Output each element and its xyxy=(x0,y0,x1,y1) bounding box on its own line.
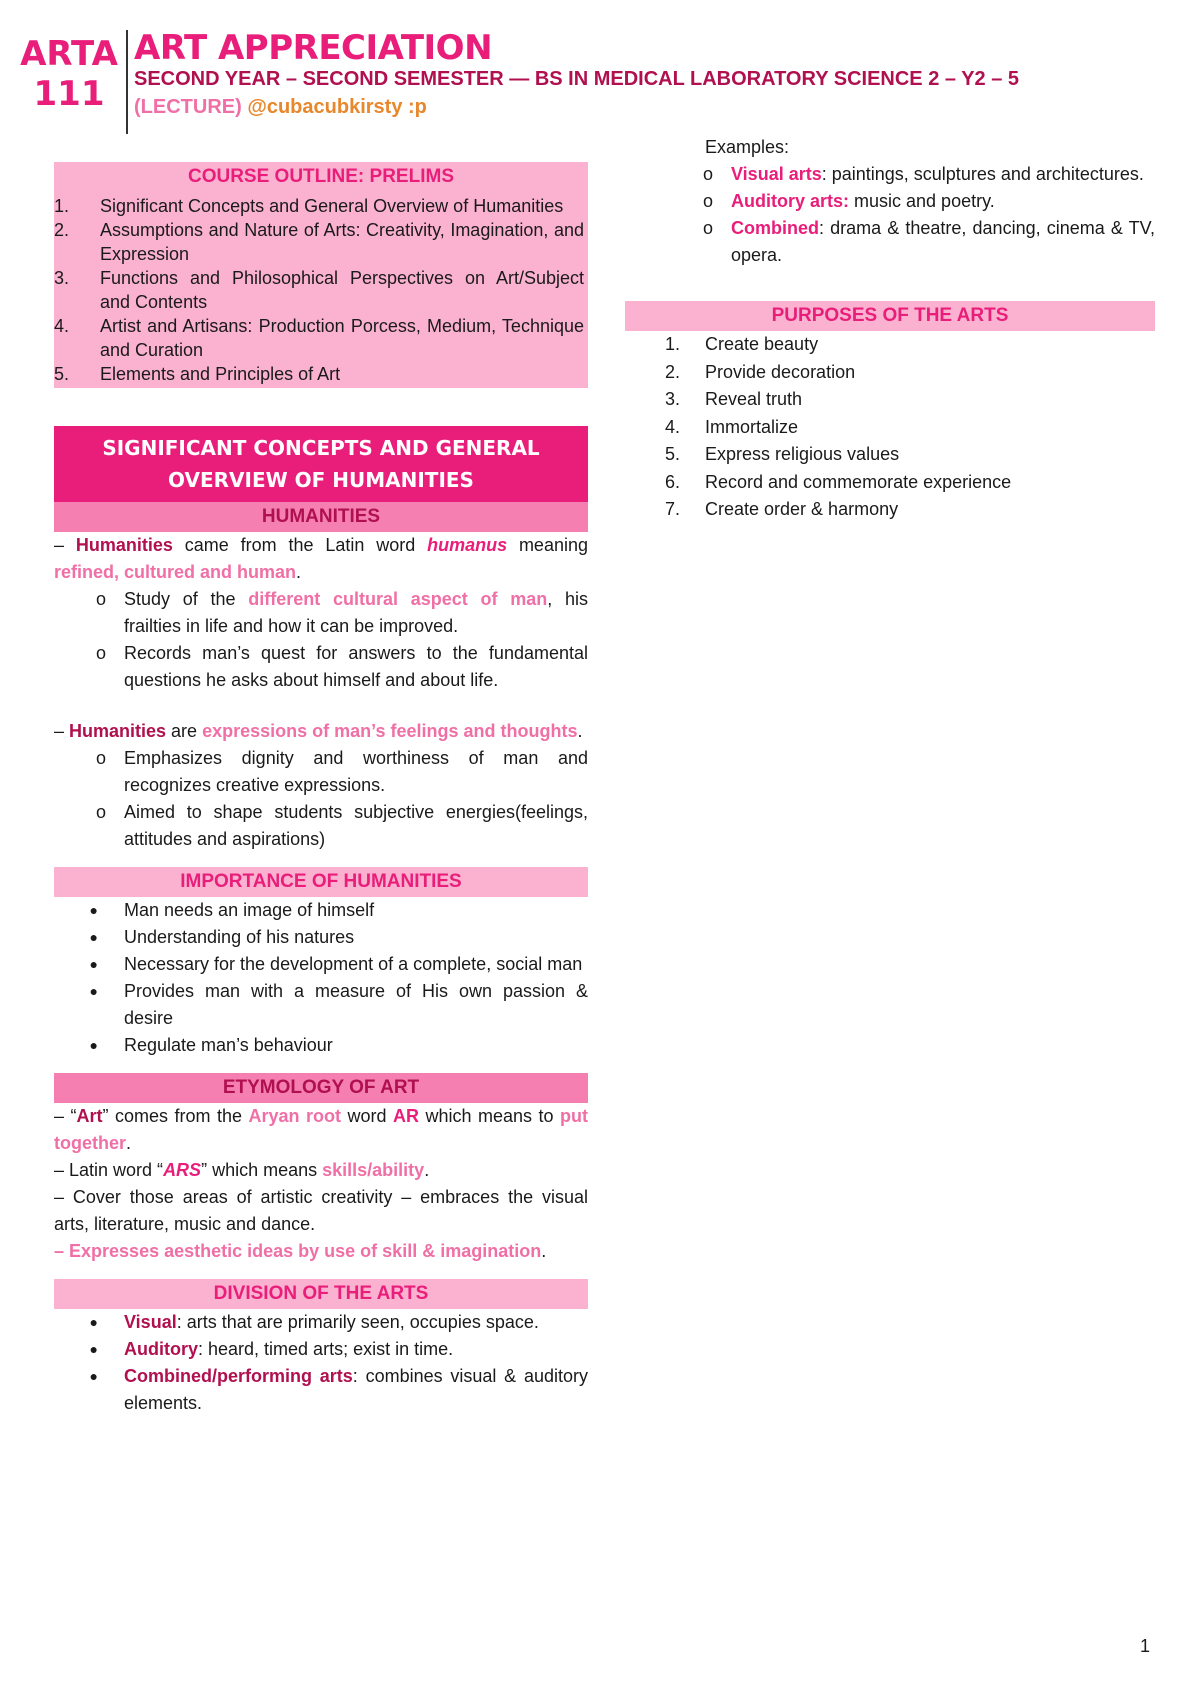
section-heading xyxy=(54,426,588,502)
list-item: ● Understanding of his natures xyxy=(89,927,355,947)
humanities-def-2: – Humanities are expressions of man’s feelings and thoughts. xyxy=(54,721,583,741)
purposes-list xyxy=(625,331,1155,524)
page-subtitle: SECOND YEAR – SECOND SEMESTER — BS IN MEDICAL LABORATORY SCIENCE 2 – Y2 – 5 xyxy=(134,68,1020,90)
etymology-line-3: – Cover those areas of artistic creativity – embraces the visual arts, literature, music and dance. xyxy=(54,1187,588,1234)
author-handle: @cubacubkirsty :p xyxy=(247,96,427,118)
list-item: 7. Create order & harmony xyxy=(665,499,899,519)
lecture-line xyxy=(134,96,427,119)
list-item: o Records man’s quest for answers to the fundamental questions he asks about himself and about life. xyxy=(95,643,588,690)
list-item: o Auditory arts: music and poetry. xyxy=(702,191,995,211)
list-item: 3. Functions and Philosophical Perspectives on Art/Subject and Contents xyxy=(54,268,584,312)
course-code-line1: ARTA xyxy=(20,34,118,74)
page-title: ART APPRECIATION xyxy=(134,28,493,68)
list-item: 2. Assumptions and Nature of Arts: Creativity, Imagination, and Expression xyxy=(54,220,584,264)
list-item: 1. Create beauty xyxy=(665,334,819,354)
examples-heading: Examples: xyxy=(705,137,790,157)
section-heading-line2: OVERVIEW OF HUMANITIES xyxy=(168,468,474,492)
etymology-line-2: – Latin word “ARS” which means skills/ability. xyxy=(54,1160,430,1180)
list-item: ● Man needs an image of himself xyxy=(89,900,375,920)
list-item: 6. Record and commemorate experience xyxy=(665,471,1012,492)
list-item: ● Visual: arts that are primarily seen, occupies space. xyxy=(89,1312,539,1332)
importance-title: IMPORTANCE OF HUMANITIES xyxy=(54,867,588,897)
left-column xyxy=(54,162,588,1417)
header-divider xyxy=(126,30,128,134)
course-outline-title: COURSE OUTLINE: PRELIMS xyxy=(54,162,588,192)
division-title: DIVISION OF THE ARTS xyxy=(54,1279,588,1309)
list-item: 5. Express religious values xyxy=(665,444,900,464)
list-item: o Study of the different cultural aspect of man, his frailties in life and how it can be improved. xyxy=(95,589,588,636)
division-list xyxy=(54,1309,588,1417)
course-code xyxy=(14,34,124,114)
purposes-title: PURPOSES OF THE ARTS xyxy=(625,301,1155,331)
list-item: ● Provides man with a measure of His own passion & desire xyxy=(89,981,588,1028)
right-column xyxy=(625,134,1155,524)
etymology-line-4: – Expresses aesthetic ideas by use of skill & imagination. xyxy=(54,1241,547,1261)
list-item: ● Auditory: heard, timed arts; exist in time. xyxy=(89,1339,454,1359)
examples-list xyxy=(625,161,1155,269)
list-item: 3. Reveal truth xyxy=(665,389,803,409)
list-item: 2. Provide decoration xyxy=(665,361,856,382)
course-outline-list xyxy=(54,192,588,388)
page-number: 1 xyxy=(1140,1636,1151,1656)
etymology-title: ETYMOLOGY OF ART xyxy=(54,1073,588,1103)
list-item: 4. Artist and Artisans: Production Porcess, Medium, Technique and Curation xyxy=(54,316,584,360)
etymology-line-1: – “Art” comes from the Aryan root word AR which means to put together. xyxy=(54,1106,588,1153)
list-item: o Visual arts: paintings, sculptures and architectures. xyxy=(702,164,1144,184)
list-item: o Aimed to shape students subjective energies(feelings, attitudes and aspirations) xyxy=(95,802,588,849)
list-item: 4. Immortalize xyxy=(665,416,799,437)
list-item: o Emphasizes dignity and worthiness of man and recognizes creative expressions. xyxy=(95,748,588,795)
list-item: ● Necessary for the development of a complete, social man xyxy=(89,954,583,974)
humanities-def-1: – Humanities came from the Latin word humanus meaning refined, cultured and human. xyxy=(54,535,588,582)
importance-list xyxy=(54,897,588,1059)
humanities-title: HUMANITIES xyxy=(54,502,588,532)
lecture-label: (LECTURE) xyxy=(134,96,248,118)
list-item: ● Regulate man’s behaviour xyxy=(89,1035,333,1055)
course-code-line2: 111 xyxy=(33,74,105,114)
list-item: 1. Significant Concepts and General Overview of Humanities xyxy=(54,196,564,216)
list-item: o Combined: drama & theatre, dancing, cinema & TV, opera. xyxy=(702,218,1155,265)
list-item: 5. Elements and Principles of Art xyxy=(54,364,341,384)
list-item: ● Combined/performing arts: combines visual & auditory elements. xyxy=(89,1366,588,1413)
humanities-sublist-2 xyxy=(54,745,588,853)
humanities-sublist-1 xyxy=(54,586,588,694)
section-heading-line1: SIGNIFICANT CONCEPTS AND GENERAL xyxy=(102,436,540,460)
